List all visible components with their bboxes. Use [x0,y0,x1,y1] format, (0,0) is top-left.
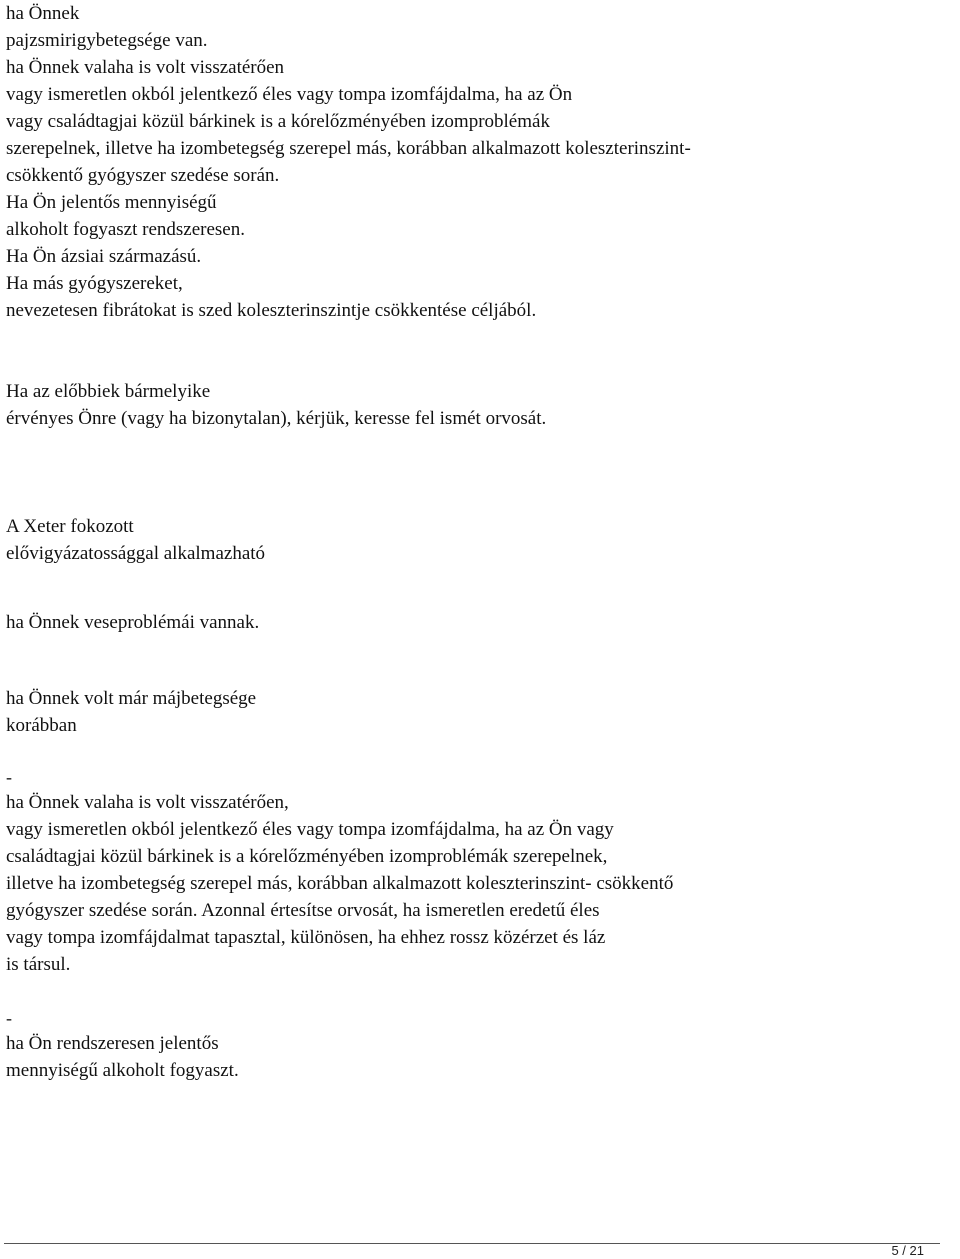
spacer [6,567,946,585]
text-line: alkoholt fogyaszt rendszeresen. [6,219,245,240]
spacer [6,432,946,513]
bullet-marker [6,585,946,609]
page-number: 5 / 21 [891,1243,924,1258]
text-line: nevezetesen fibrátokat is szed koleszterinszintje csökkentése céljából. [6,300,537,321]
spacer [6,739,946,765]
text-line: Ha Ön ázsiai származású. [6,246,202,267]
text-line: csökkentő gyógyszer szedése során. [6,165,280,186]
text-line: pajzsmirigybetegsége van. [6,30,208,51]
paragraph-1 [6,0,946,324]
text-line: ha Önnek valaha is volt visszatérően [6,57,285,78]
text-line: vagy tompa izomfájdalmat tapasztal, különösen, ha ehhez rossz közérzet és láz [6,927,606,948]
list-item [6,765,946,978]
text-line: vagy ismeretlen okból jelentkező éles vagy tompa izomfájdalma, ha az Ön [6,84,573,105]
text-line: is társul. [6,954,71,975]
text-line: ha Önnek valaha is volt visszatérően, [6,792,289,813]
dash-marker: - [6,1008,12,1028]
text-line: elővigyázatossággal alkalmazható [6,543,266,564]
paragraph-3 [6,513,946,567]
text-line: korábban [6,715,77,736]
list-item [6,1006,946,1084]
paragraph-2 [6,378,946,432]
text-line: mennyiségű alkoholt fogyaszt. [6,1060,239,1081]
spacer [6,636,946,661]
text-line: A Xeter fokozott [6,516,134,537]
text-line: Ha más gyógyszereket, [6,273,183,294]
text-line: ha Önnek volt már májbetegsége [6,688,257,709]
text-line: gyógyszer szedése során. Azonnal értesítse orvosát, ha ismeretlen eredetű éles [6,900,600,921]
text-line: Ha az előbbiek bármelyike [6,381,211,402]
text-line: vagy ismeretlen okból jelentkező éles vagy tompa izomfájdalma, ha az Ön vagy [6,819,614,840]
text-line: vagy családtagjai közül bárkinek is a kórelőzményében izomproblémák [6,111,550,132]
list-item [6,585,946,636]
spacer [6,978,946,1006]
dash-marker: - [6,767,12,787]
spacer [6,324,946,378]
text-line: ha Ön rendszeresen jelentős [6,1033,219,1054]
text-line: Ha Ön jelentős mennyiségű [6,192,217,213]
text-line: ha Önnek veseproblémái vannak. [6,612,260,633]
document-page [6,0,946,1084]
text-line: érvényes Önre (vagy ha bizonytalan), kérjük, keresse fel ismét orvosát. [6,408,547,429]
text-line: illetve ha izombetegség szerepel más, korábban alkalmazott koleszterinszint- csökkentő [6,873,674,894]
footer-divider [4,1243,940,1244]
text-line: családtagjai közül bárkinek is a kórelőzményében izomproblémák szerepelnek, [6,846,608,867]
bullet-marker [6,661,946,685]
text-line: ha Önnek [6,3,80,24]
text-line: szerepelnek, illetve ha izombetegség szerepel más, korábban alkalmazott koleszterinszint- [6,138,691,159]
list-item [6,661,946,739]
